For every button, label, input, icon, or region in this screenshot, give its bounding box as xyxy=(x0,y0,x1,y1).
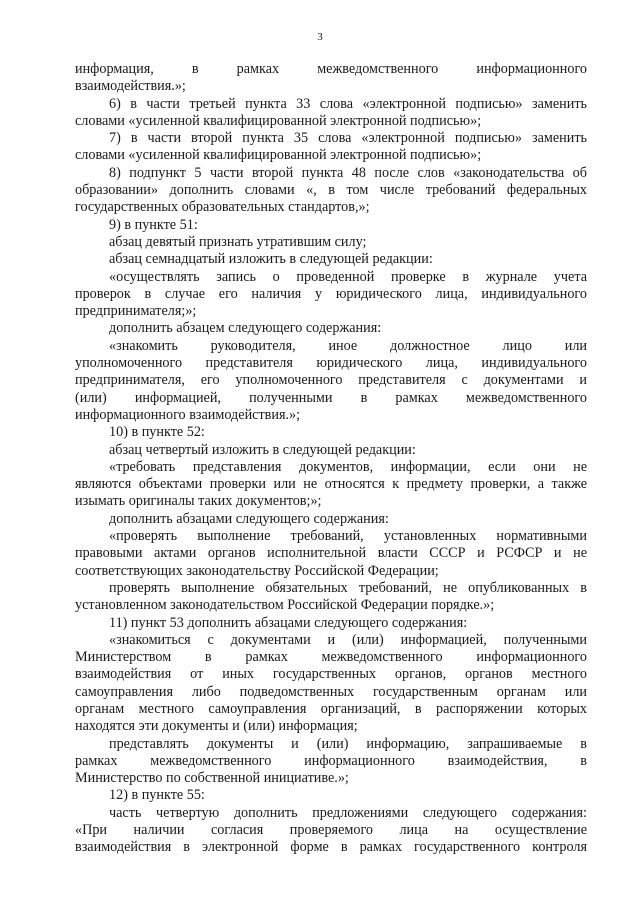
document-body xyxy=(75,61,587,857)
text-line: «осуществлять запись о проведенной проверке в журнале учета xyxy=(109,268,587,285)
text-line: абзац семнадцатый изложить в следующей редакции: xyxy=(109,251,433,268)
text-line: информационного взаимодействия.»; xyxy=(75,406,301,423)
text-line: 6) в части третьей пункта 33 слова «электронной подписью» заменить xyxy=(109,95,587,112)
text-line: часть четвертую дополнить предложениями следующего содержания: xyxy=(109,804,587,821)
text-line: взаимодействия.»; xyxy=(75,78,186,95)
text-line: представлять документы и (или) информацию, запрашиваемые в xyxy=(109,735,587,752)
text-line: абзац четвертый изложить в следующей редакции: xyxy=(109,441,416,458)
text-line: 7) в части второй пункта 35 слова «электронной подписью» заменить xyxy=(109,130,587,147)
text-line: взаимодействия в электронной форме в рамках государственного контроля xyxy=(75,839,587,856)
text-line: дополнить абзацем следующего содержания: xyxy=(109,320,382,337)
text-line: «требовать представления документов, информации, если они не xyxy=(109,458,587,475)
text-line: образовании» дополнить словами «, в том числе требований федеральных xyxy=(75,182,587,199)
text-line: «знакомить руководителя, иное должностное лицо или xyxy=(109,337,587,354)
text-line: информация, в рамках межведомственного информационного xyxy=(75,61,587,77)
text-line: 10) в пункте 52: xyxy=(109,424,205,441)
text-line: взаимодействия от иных государственных органов, органов местного xyxy=(75,666,587,683)
text-line: соответствующих законодательству Российской Федерации; xyxy=(75,562,439,579)
text-line: предпринимателя;»; xyxy=(75,303,197,320)
text-line: Министерством в рамках межведомственного информационного xyxy=(75,649,587,666)
text-line: уполномоченного представителя юридического лица, индивидуального xyxy=(75,355,587,372)
text-line: изымать оригиналы таких документов;»; xyxy=(75,493,322,510)
text-line: установленном законодательством Российской Федерации порядке.»; xyxy=(75,597,495,614)
text-line: являются объектами проверки или не относятся к предмету проверки, а также xyxy=(75,476,587,493)
text-line: «проверять выполнение требований, установленных нормативными xyxy=(109,528,587,545)
text-line: словами «усиленной квалифицированной электронной подписью»; xyxy=(75,112,482,129)
text-line: «знакомиться с документами и (или) информацией, полученными xyxy=(109,631,587,648)
text-line: проверок в случае его наличия у юридического лица, индивидуального xyxy=(75,285,587,302)
text-line: словами «усиленной квалифицированной электронной подписью»; xyxy=(75,147,482,164)
text-line: 12) в пункте 55: xyxy=(109,787,205,804)
text-line: правовыми актами органов исполнительной власти СССР и РСФСР и не xyxy=(75,545,587,562)
text-line: дополнить абзацами следующего содержания: xyxy=(109,510,389,527)
text-line: государственных образовательных стандартов,»; xyxy=(75,199,370,216)
page-number: 3 xyxy=(317,31,323,43)
text-line: находятся эти документы и (или) информация; xyxy=(75,718,358,735)
text-line: Министерство по собственной инициативе.»; xyxy=(75,770,349,787)
text-line: (или) информацией, полученными в рамках межведомственного xyxy=(75,389,587,406)
text-line: 8) подпункт 5 части второй пункта 48 после слов «законодательства об xyxy=(109,164,587,181)
text-line: проверять выполнение обязательных требований, не опубликованных в xyxy=(109,579,587,596)
text-line: «При наличии согласия проверяемого лица на осуществление xyxy=(75,822,587,839)
text-line: органам местного самоуправления организаций, в распоряжении которых xyxy=(75,700,587,717)
text-line: абзац девятый признать утратившим силу; xyxy=(109,233,367,250)
text-line: самоуправления либо подведомственных государственным органам или xyxy=(75,683,587,700)
text-line: предпринимателя, его уполномоченного представителя с документами и xyxy=(75,372,587,389)
text-line: 9) в пункте 51: xyxy=(109,216,198,233)
text-line: 11) пункт 53 дополнить абзацами следующего содержания: xyxy=(109,614,468,631)
text-line: рамках межведомственного информационного взаимодействия, в xyxy=(75,752,587,769)
